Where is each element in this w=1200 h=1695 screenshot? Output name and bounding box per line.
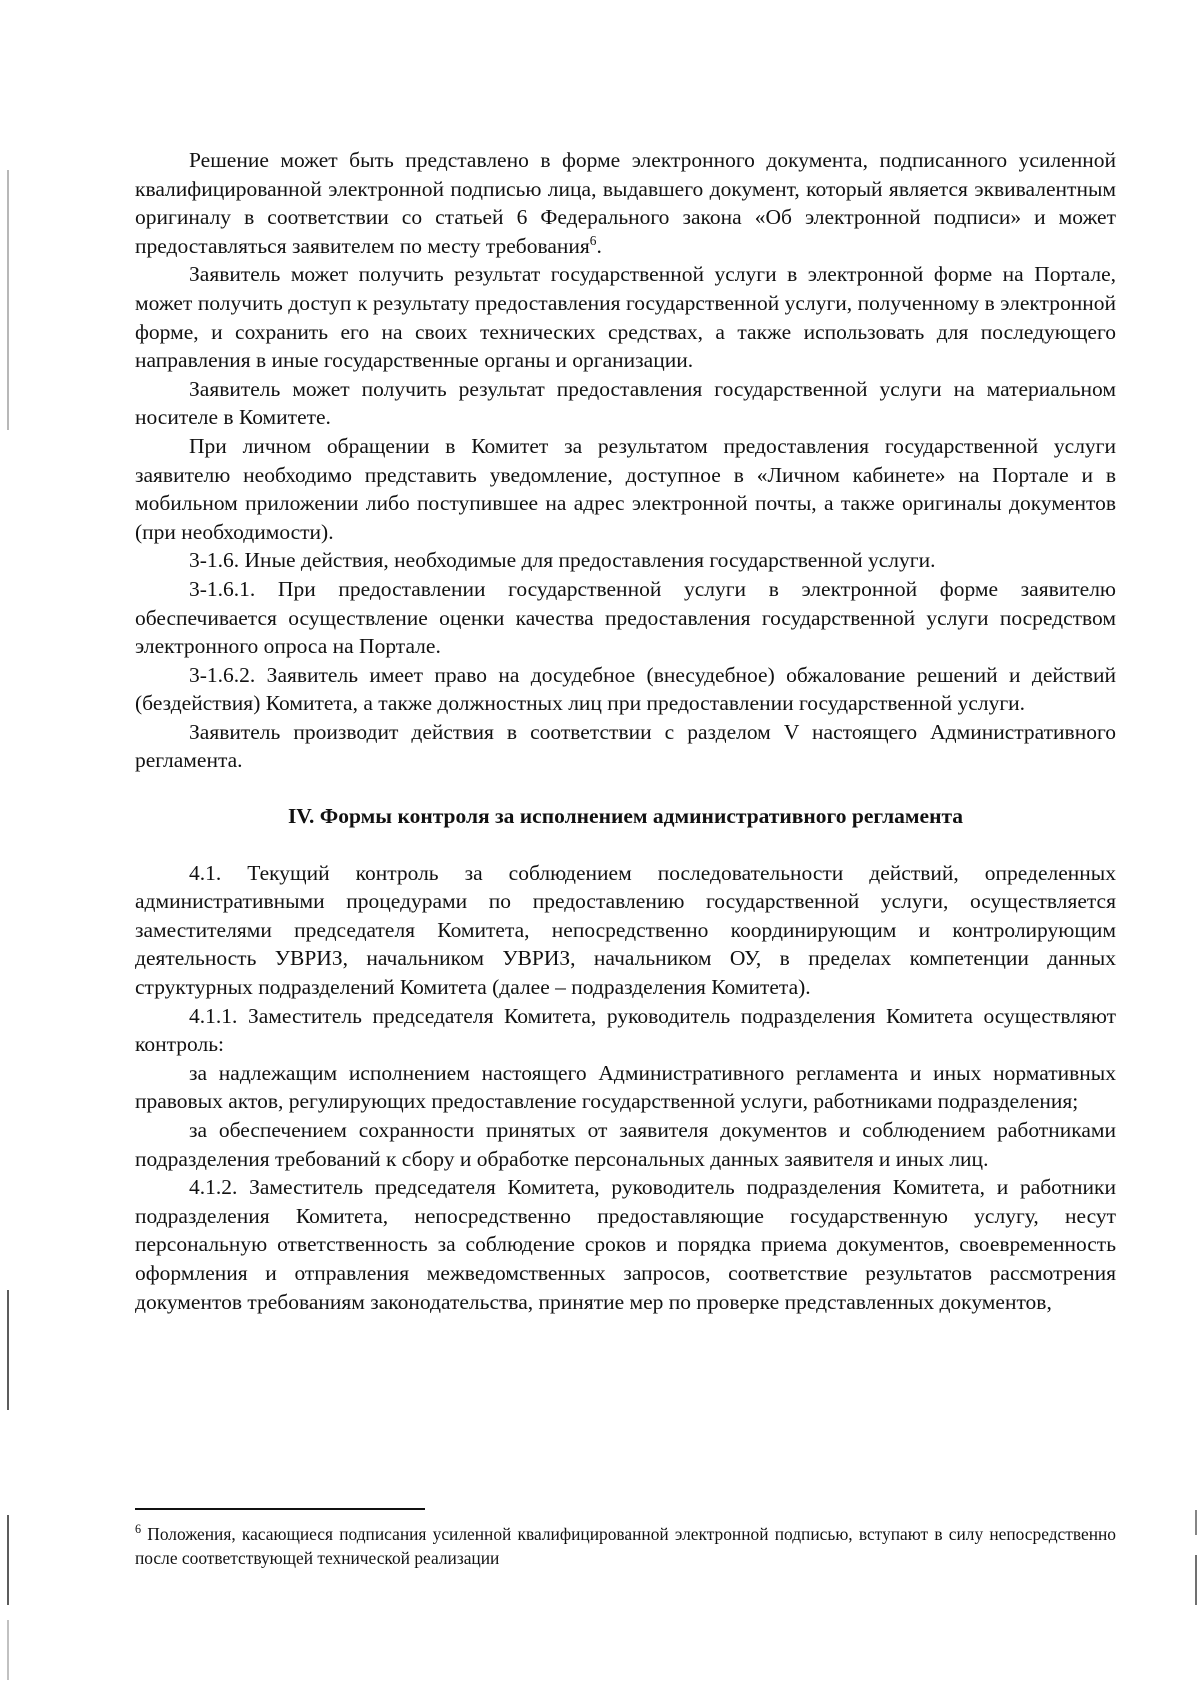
footnote (135, 1522, 1116, 1570)
document-body (135, 146, 1116, 1316)
footnote-number: 6 (135, 1522, 142, 1537)
paragraph: Заявитель производит действия в соответствии с разделом V настоящего Административного регламента. (135, 719, 1116, 773)
scan-edge-mark (7, 1515, 9, 1605)
footnote-separator (135, 1508, 425, 1510)
scan-edge-mark (7, 170, 9, 430)
paragraph: 4.1.2. Заместитель председателя Комитета, руководитель подразделения Комитета, и работники подразделения Комитета, непосредственно предоставляющие государственную услугу, несут персональную ответственность за соблюдение сроков и порядка приема документов, своевременность оформления и отправления межведомственных запросов, соответствие результатов рассмотрения документов требованиям законодательства, принятие мер по проверке представленных документов, (135, 1175, 1116, 1314)
paragraph: Заявитель может получить результат государственной услуги в электронной форме на Портале, может получить доступ к результату предоставления государственной услуги, полученному в электронной форме, и сохранить его на своих технических средствах, а также использовать для последующего направления в иные государственные органы и организации. (135, 262, 1116, 373)
paragraph: 3-1.6.1. При предоставлении государственной услуги в электронной форме заявителю обеспечивается осуществление оценки качества предоставления государственной услуги посредством электронного опроса на Портале. (135, 576, 1116, 659)
paragraph: 4.1.1. Заместитель председателя Комитета, руководитель подразделения Комитета осуществляют контроль: (135, 1003, 1116, 1057)
scan-edge-mark (7, 1620, 9, 1680)
paragraph: за обеспечением сохранности принятых от заявителя документов и соблюдением работниками подразделения требований к сбору и обработке персональных данных заявителя и иных лиц. (135, 1118, 1116, 1171)
paragraph: При личном обращении в Комитет за результатом предоставления государственной услуги заявителю необходимо представить уведомление, доступное в «Личном кабинете» на Портале и в мобильном приложении либо поступившее на адрес электронной почты, а также оригиналы документов (при необходимости). (135, 433, 1116, 544)
footnote-reference: 6 (589, 232, 597, 248)
scan-edge-mark (1195, 1510, 1197, 1535)
paragraph: 4.1. Текущий контроль за соблюдением последовательности действий, определенных административными процедурами по предоставлению государственной услуги, осуществляется заместителями председателя Комитета, непосредственно координирующим и контролирующим деятельность УВРИЗ, начальником УВРИЗ, начальником ОУ, в пределах компетенции данных структурных подразделений Комитета (далее – подразделения Комитета). (135, 860, 1116, 1000)
paragraph-end-punct: . (596, 233, 602, 258)
section-heading: IV. Формы контроля за исполнением административного регламента (287, 804, 964, 829)
paragraph: 3-1.6.2. Заявитель имеет право на досудебное (внесудебное) обжалование решений и действий (бездействия) Комитета, а также должностных лиц при предоставлении государственной услуги. (135, 662, 1116, 716)
scan-edge-mark (7, 1290, 9, 1410)
paragraph: за надлежащим исполнением настоящего Административного регламента и иных нормативных правовых актов, регулирующих предоставление государственной услуги, работниками подразделения; (135, 1060, 1116, 1114)
paragraph: 3-1.6. Иные действия, необходимые для предоставления государственной услуги. (189, 548, 936, 573)
scan-edge-mark (1195, 1555, 1197, 1605)
paragraph (135, 146, 1116, 260)
paragraph-text: Решение может быть представлено в форме электронного документа, подписанного усиленной квалифицированной электронной подписью лица, выдавшего документ, который является эквивалентным оригиналу в соответствии со статьей 6 Федерального закона «Об электронной подписи» и может предоставляться заявителем по месту требования (135, 148, 1116, 258)
paragraph: Заявитель может получить результат предоставления государственной услуги на материальном носителе в Комитете. (135, 376, 1116, 430)
footnote-text: Положения, касающиеся подписания усиленной квалифицированной электронной подписью, вступают в силу непосредственно после соответствующей технической реализации (135, 1524, 1116, 1568)
